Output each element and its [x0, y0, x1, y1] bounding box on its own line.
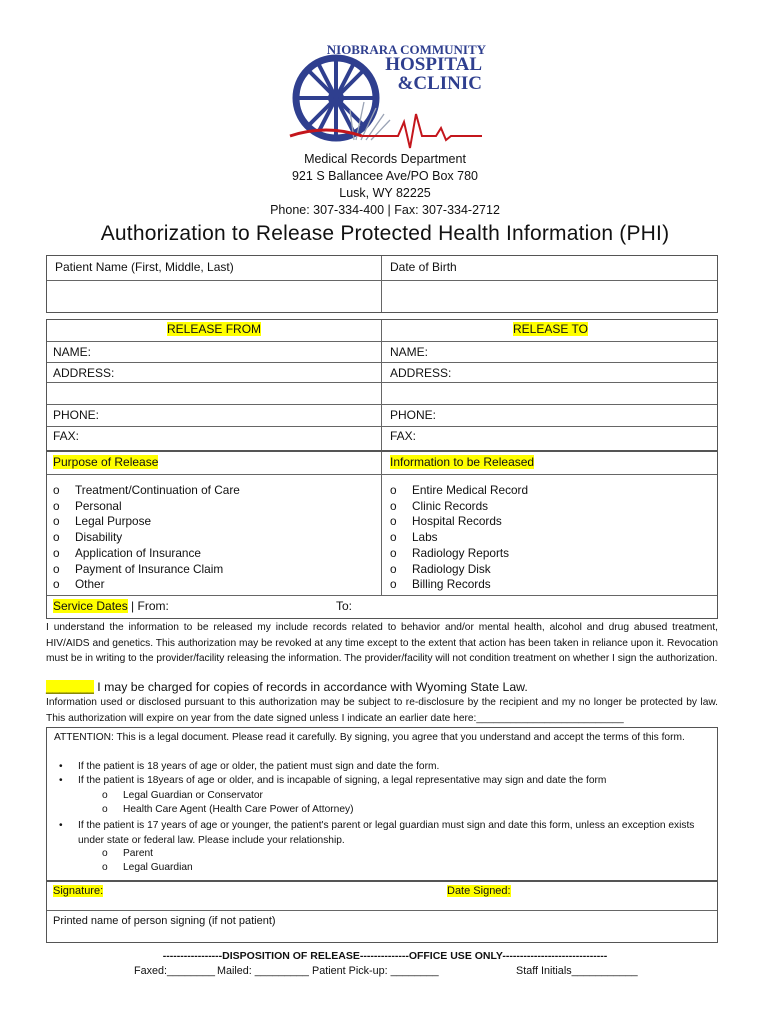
from-fax-label: FAX:	[53, 429, 80, 443]
to-phone-label: PHONE:	[390, 408, 437, 422]
attention-bullet-3b: Legal Guardian	[123, 862, 193, 873]
patient-name-field[interactable]	[48, 281, 380, 312]
patient-name-label: Patient Name (First, Middle, Last)	[55, 260, 234, 274]
purpose-item[interactable]: o Personal	[53, 498, 122, 513]
dob-label: Date of Birth	[390, 260, 457, 274]
redisclosure-paragraph: Information used or disclosed pursuant to this authorization may be subject to re-disclosure by the recipient and my no longer be protected by law. This authorization will expire on year from the date signed unless I indicate an earlier date here:__________________________	[46, 697, 718, 724]
from-address-label: ADDRESS:	[53, 366, 115, 380]
to-fax-label: FAX:	[390, 429, 417, 443]
pickup-field[interactable]: Patient Pick-up: ________	[312, 965, 439, 977]
charge-initial-blank[interactable]: _______	[46, 680, 94, 694]
service-dates-row	[53, 599, 169, 613]
date-signed-field[interactable]	[517, 883, 712, 908]
faxed-field[interactable]: Faxed:________	[134, 965, 216, 977]
hospital-logo	[286, 40, 486, 150]
attention-bullet-2: If the patient is 18years of age or older, and is incapable of signing, a legal representative may sign and date the form	[78, 775, 607, 786]
date-signed-label: Date Signed:	[447, 885, 511, 897]
attention-bullet-2b: Health Care Agent (Health Care Power of Attorney)	[123, 804, 354, 815]
logo-line3: &CLINIC	[397, 73, 482, 94]
attention-bullet-3: If the patient is 17 years of age or younger, the patient's parent or legal guardian must sign and date this form, unless an exception exists under state or federal law. Please include your relationship.	[78, 820, 695, 846]
info-item[interactable]: o Labs	[390, 530, 438, 545]
charge-line	[46, 680, 528, 694]
dept-name: Medical Records Department	[304, 152, 466, 166]
signature-field[interactable]	[127, 883, 437, 908]
from-name-label: NAME:	[53, 345, 92, 359]
sub-bullet: o	[102, 804, 108, 815]
attention-box	[46, 727, 718, 881]
purpose-item[interactable]: o Payment of Insurance Claim	[53, 561, 224, 576]
info-item[interactable]: o Radiology Reports	[390, 545, 510, 560]
from-phone-label: PHONE:	[53, 408, 100, 422]
purpose-list	[53, 483, 240, 593]
info-item[interactable]: o Entire Medical Record	[390, 483, 529, 497]
purpose-item[interactable]: o Other	[53, 577, 105, 592]
info-item[interactable]: o Billing Records	[390, 577, 491, 592]
dept-address: 921 S Ballancee Ave/PO Box 780	[291, 169, 478, 183]
info-item[interactable]: o Clinic Records	[390, 498, 489, 513]
mailed-field[interactable]: Mailed: _________	[217, 965, 309, 977]
attention-bullet-3a: Parent	[123, 848, 154, 859]
signature-label: Signature:	[53, 885, 104, 897]
purpose-info-table	[46, 451, 718, 619]
info-list	[390, 483, 528, 593]
purpose-item[interactable]: o Treatment/Continuation of Care	[53, 483, 240, 497]
page-title: Authorization to Release Protected Health Information (PHI)	[100, 222, 670, 245]
release-from-header: RELEASE FROM	[167, 322, 262, 336]
bullet-dot: •	[59, 761, 63, 772]
bullet-dot: •	[59, 775, 63, 786]
sub-bullet: o	[102, 790, 108, 801]
dob-field[interactable]	[382, 281, 716, 312]
signature-table	[46, 881, 718, 943]
bullet-dot: •	[59, 820, 63, 831]
purpose-item[interactable]: o Legal Purpose	[53, 514, 152, 529]
attention-bullet-2a: Legal Guardian or Conservator	[123, 790, 263, 801]
service-dates-label: Service Dates	[53, 599, 128, 613]
sub-bullet: o	[102, 848, 108, 859]
printed-name-label: Printed name of person signing (if not patient)	[53, 915, 276, 927]
attention-bullet-1: If the patient is 18 years of age or older, the patient must sign and date the form.	[78, 761, 440, 772]
info-header: Information to be Released	[390, 455, 535, 469]
info-item[interactable]: o Hospital Records	[390, 514, 502, 529]
dept-city: Lusk, WY 82225	[339, 186, 431, 200]
purpose-header: Purpose of Release	[53, 455, 159, 469]
disposition-header: -----------------DISPOSITION OF RELEASE--------------OFFICE USE ONLY------------------------------	[162, 950, 608, 962]
purpose-item[interactable]: o Application of Insurance	[53, 545, 201, 560]
dept-phone: Phone: 307-334-400 | Fax: 307-334-2712	[270, 203, 500, 217]
to-name-label: NAME:	[390, 345, 429, 359]
service-to-label: To:	[336, 599, 353, 613]
patient-table	[46, 255, 718, 313]
service-from-label: | From:	[127, 599, 169, 613]
to-address-label: ADDRESS:	[390, 366, 452, 380]
consent-paragraph: I understand the information to be released my include records related to behavior and/or mental health, alcohol and drug abused treatment, HIV/AIDS and genetics. This authorization may be revoked at any time except to the extent that action has been taken in reliance upon it. Revocation must be in writing to the provider/facility releasing the information. The provider/facility will not condition treatment on whether I sign the authorization.	[46, 622, 718, 664]
release-to-header: RELEASE TO	[513, 322, 588, 336]
purpose-item[interactable]: o Disability	[53, 530, 123, 545]
info-item[interactable]: o Radiology Disk	[390, 561, 491, 576]
release-table	[46, 319, 718, 451]
staff-initials-field[interactable]: Staff Initials___________	[516, 965, 638, 977]
logo-line1: NIOBRARA COMMUNITY	[326, 42, 486, 57]
logo-line2: HOSPITAL	[385, 54, 482, 75]
attention-intro: ATTENTION: This is a legal document. Please read it carefully. By signing, you agree that you understand and accept the terms of this form.	[54, 732, 685, 743]
charge-text: I may be charged for copies of records in accordance with Wyoming State Law.	[93, 680, 528, 694]
sub-bullet: o	[102, 862, 108, 873]
